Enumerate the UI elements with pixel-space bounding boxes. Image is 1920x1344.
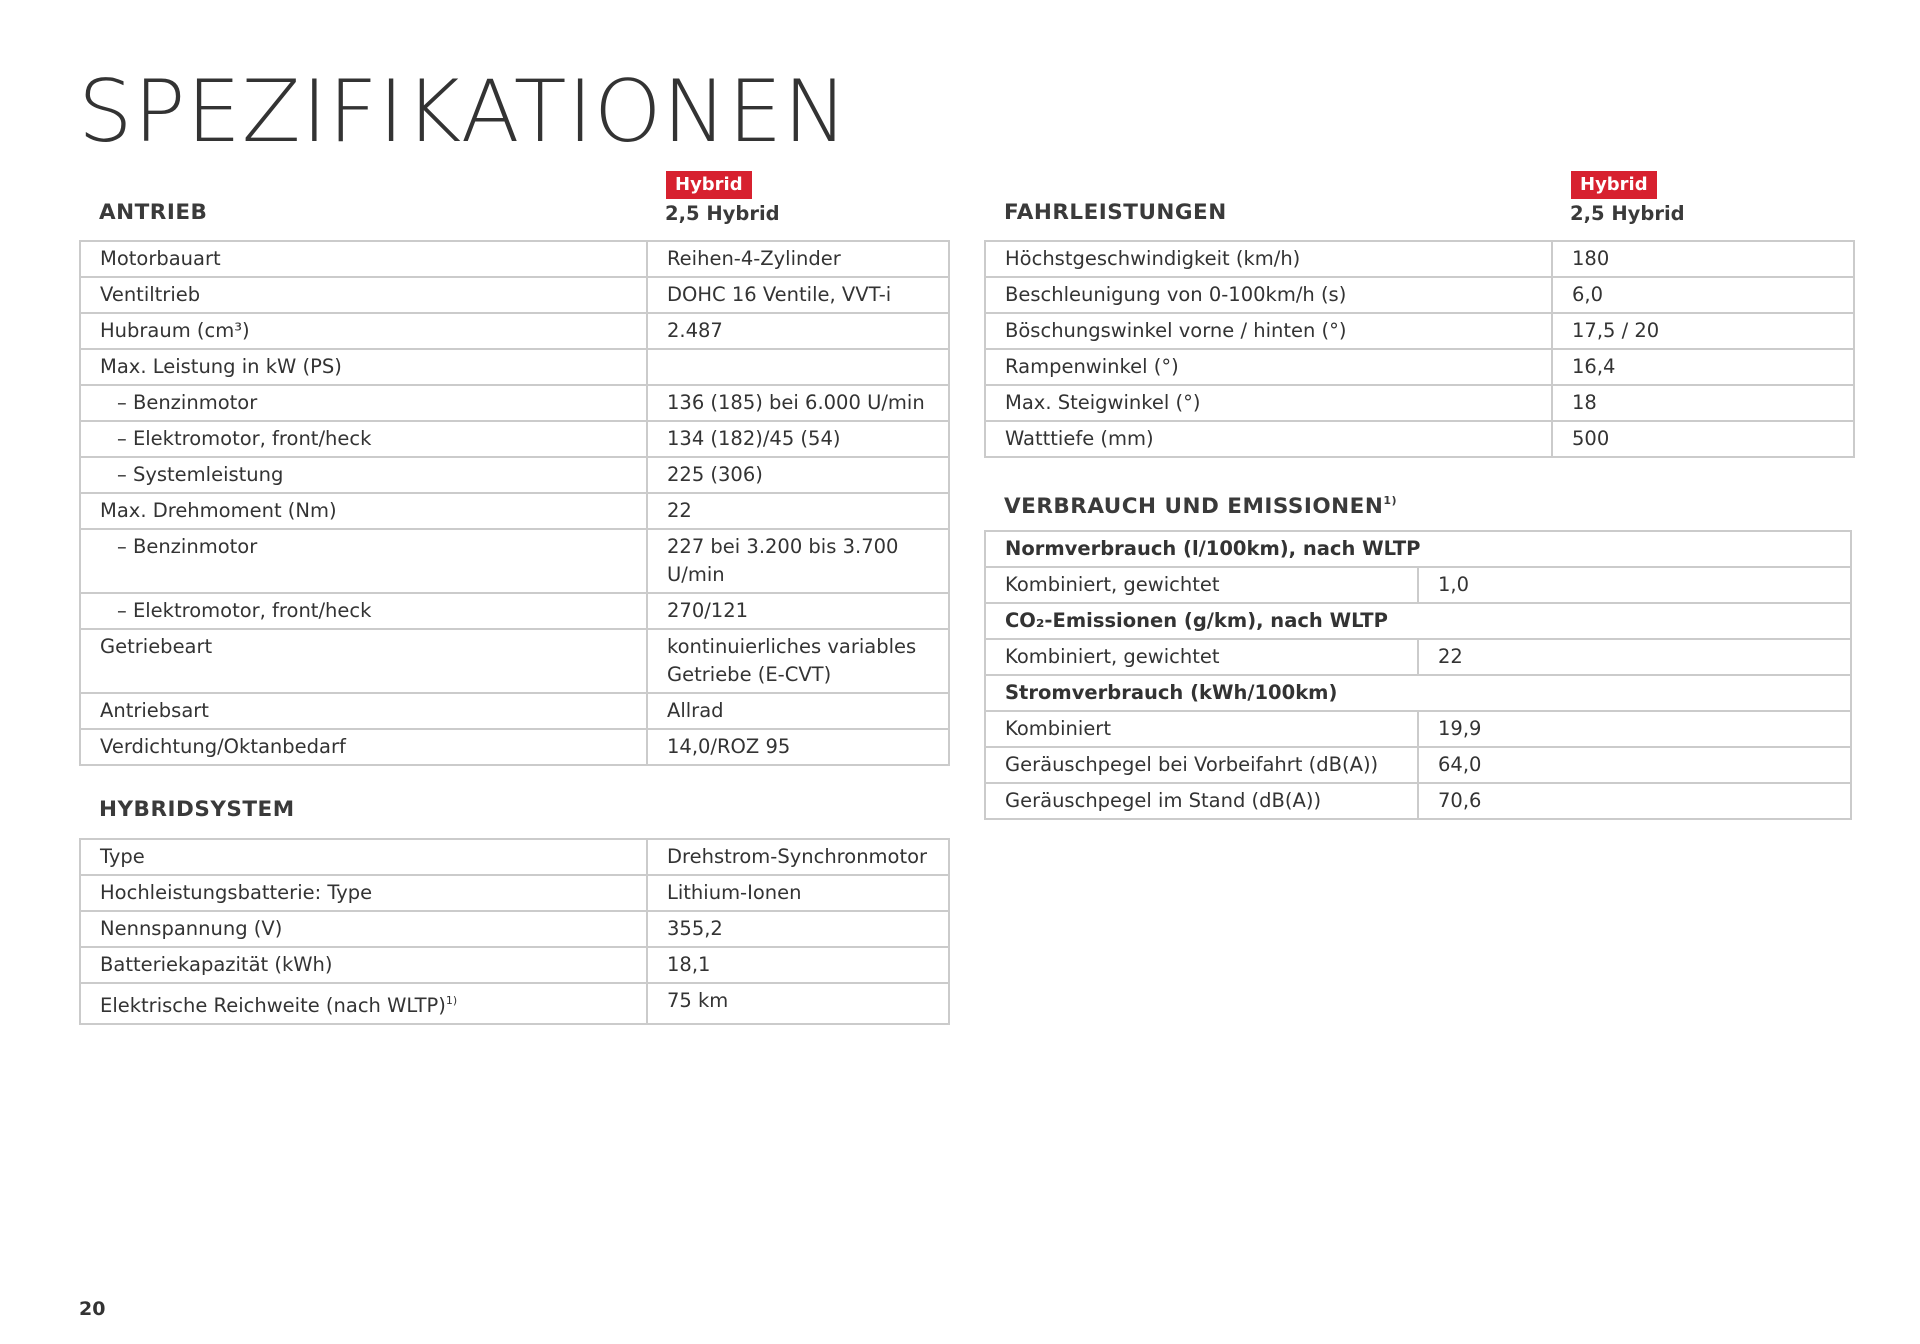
spec-label: Batteriekapazität (kWh) xyxy=(80,947,647,983)
table-group-row xyxy=(985,675,1851,711)
spec-value: 270/121 xyxy=(647,593,949,629)
spec-label: – Benzinmotor xyxy=(80,529,647,593)
spec-value: DOHC 16 Ventile, VVT-i xyxy=(647,277,949,313)
spec-value: 17,5 / 20 xyxy=(1552,313,1854,349)
spec-label: Nennspannung (V) xyxy=(80,911,647,947)
verbrauch-table xyxy=(984,530,1852,820)
table-row xyxy=(80,839,949,875)
hybridsystem-header xyxy=(79,762,947,832)
spec-label: Rampenwinkel (°) xyxy=(985,349,1552,385)
fahrleistungen-title: FAHRLEISTUNGEN xyxy=(1004,200,1227,225)
spec-label: Max. Drehmoment (Nm) xyxy=(80,493,647,529)
spec-value: 22 xyxy=(1418,639,1851,675)
spec-value xyxy=(647,349,949,385)
table-row xyxy=(80,493,949,529)
spec-label: Geräuschpegel im Stand (dB(A)) xyxy=(985,783,1418,819)
antrieb-title: ANTRIEB xyxy=(99,200,208,225)
spec-value: 70,6 xyxy=(1418,783,1851,819)
spec-label xyxy=(80,983,647,1024)
page-title: SPEZIFIKATIONEN xyxy=(78,62,849,162)
table-row xyxy=(985,349,1854,385)
table-row xyxy=(80,729,949,765)
hybrid-badge: Hybrid xyxy=(1571,171,1657,199)
spec-value: 134 (182)/45 (54) xyxy=(647,421,949,457)
spec-value: 6,0 xyxy=(1552,277,1854,313)
spec-label: Ventiltrieb xyxy=(80,277,647,313)
page-number: 20 xyxy=(79,1298,106,1320)
table-row xyxy=(80,421,949,457)
spec-value: 225 (306) xyxy=(647,457,949,493)
hybrid-badge: Hybrid xyxy=(666,171,752,199)
model-label: 2,5 Hybrid xyxy=(665,202,780,225)
table-row xyxy=(985,711,1851,747)
spec-value: 2.487 xyxy=(647,313,949,349)
spec-label-text: Elektrische Reichweite (nach WLTP) xyxy=(100,994,446,1017)
table-row xyxy=(80,457,949,493)
antrieb-header xyxy=(79,165,947,235)
table-row xyxy=(985,747,1851,783)
group-label: Normverbrauch (l/100km), nach WLTP xyxy=(985,531,1851,567)
spec-value: 16,4 xyxy=(1552,349,1854,385)
table-row xyxy=(80,529,949,593)
spec-value: 1,0 xyxy=(1418,567,1851,603)
spec-label: – Systemleistung xyxy=(80,457,647,493)
hybridsystem-title: HYBRIDSYSTEM xyxy=(99,797,295,822)
spec-value: 180 xyxy=(1552,241,1854,277)
table-row xyxy=(80,277,949,313)
table-row xyxy=(985,567,1851,603)
table-row xyxy=(80,385,949,421)
spec-label: Type xyxy=(80,839,647,875)
spec-label: Verdichtung/Oktanbedarf xyxy=(80,729,647,765)
footnote-marker: 1) xyxy=(445,994,458,1007)
spec-value: 500 xyxy=(1552,421,1854,457)
spec-value: 355,2 xyxy=(647,911,949,947)
spec-label: – Elektromotor, front/heck xyxy=(80,593,647,629)
verbrauch-title-text: VERBRAUCH UND EMISSIONEN xyxy=(1004,494,1384,519)
hybridsystem-table xyxy=(79,838,950,1025)
spec-value: Lithium-Ionen xyxy=(647,875,949,911)
table-group-row xyxy=(985,531,1851,567)
spec-label: Kombiniert xyxy=(985,711,1418,747)
spec-label: – Benzinmotor xyxy=(80,385,647,421)
group-label: Stromverbrauch (kWh/100km) xyxy=(985,675,1851,711)
table-row xyxy=(985,277,1854,313)
spec-value: 18,1 xyxy=(647,947,949,983)
spec-label: Watttiefe (mm) xyxy=(985,421,1552,457)
spec-value: 227 bei 3.200 bis 3.700 U/min xyxy=(647,529,949,593)
spec-label: – Elektromotor, front/heck xyxy=(80,421,647,457)
spec-label: Kombiniert, gewichtet xyxy=(985,567,1418,603)
group-label: CO₂-Emissionen (g/km), nach WLTP xyxy=(985,603,1851,639)
spec-value: 18 xyxy=(1552,385,1854,421)
table-group-row xyxy=(985,603,1851,639)
spec-label: Getriebeart xyxy=(80,629,647,693)
spec-value: 22 xyxy=(647,493,949,529)
antrieb-table xyxy=(79,240,950,766)
verbrauch-title xyxy=(1004,494,1397,519)
table-row xyxy=(985,385,1854,421)
spec-label: Motorbauart xyxy=(80,241,647,277)
spec-value: Allrad xyxy=(647,693,949,729)
spec-value: 64,0 xyxy=(1418,747,1851,783)
spec-value: kontinuierliches variables Getriebe (E-CVT) xyxy=(647,629,949,693)
table-row xyxy=(80,313,949,349)
model-label: 2,5 Hybrid xyxy=(1570,202,1685,225)
table-row xyxy=(80,593,949,629)
spec-label: Kombiniert, gewichtet xyxy=(985,639,1418,675)
table-row xyxy=(80,349,949,385)
table-row xyxy=(985,313,1854,349)
spec-label: Beschleunigung von 0-100km/h (s) xyxy=(985,277,1552,313)
spec-value: 14,0/ROZ 95 xyxy=(647,729,949,765)
spec-label: Hubraum (cm³) xyxy=(80,313,647,349)
table-row xyxy=(985,421,1854,457)
footnote-marker: 1) xyxy=(1383,494,1398,507)
spec-label: Geräuschpegel bei Vorbeifahrt (dB(A)) xyxy=(985,747,1418,783)
table-row xyxy=(985,639,1851,675)
table-row xyxy=(80,875,949,911)
spec-label: Max. Steigwinkel (°) xyxy=(985,385,1552,421)
spec-label: Hochleistungsbatterie: Type xyxy=(80,875,647,911)
spec-value: 19,9 xyxy=(1418,711,1851,747)
table-row xyxy=(985,241,1854,277)
spec-label: Böschungswinkel vorne / hinten (°) xyxy=(985,313,1552,349)
spec-label: Höchstgeschwindigkeit (km/h) xyxy=(985,241,1552,277)
table-row xyxy=(80,983,949,1024)
table-row xyxy=(985,783,1851,819)
spec-label: Antriebsart xyxy=(80,693,647,729)
fahrleistungen-header xyxy=(984,165,1852,235)
table-row xyxy=(80,911,949,947)
spec-label: Max. Leistung in kW (PS) xyxy=(80,349,647,385)
spec-value: Reihen-4-Zylinder xyxy=(647,241,949,277)
table-row xyxy=(80,947,949,983)
table-row xyxy=(80,241,949,277)
spec-value: Drehstrom-Synchronmotor xyxy=(647,839,949,875)
table-row xyxy=(80,629,949,693)
verbrauch-header xyxy=(984,459,1852,529)
fahrleistungen-table xyxy=(984,240,1855,458)
table-row xyxy=(80,693,949,729)
spec-value: 75 km xyxy=(647,983,949,1024)
spec-value: 136 (185) bei 6.000 U/min xyxy=(647,385,949,421)
